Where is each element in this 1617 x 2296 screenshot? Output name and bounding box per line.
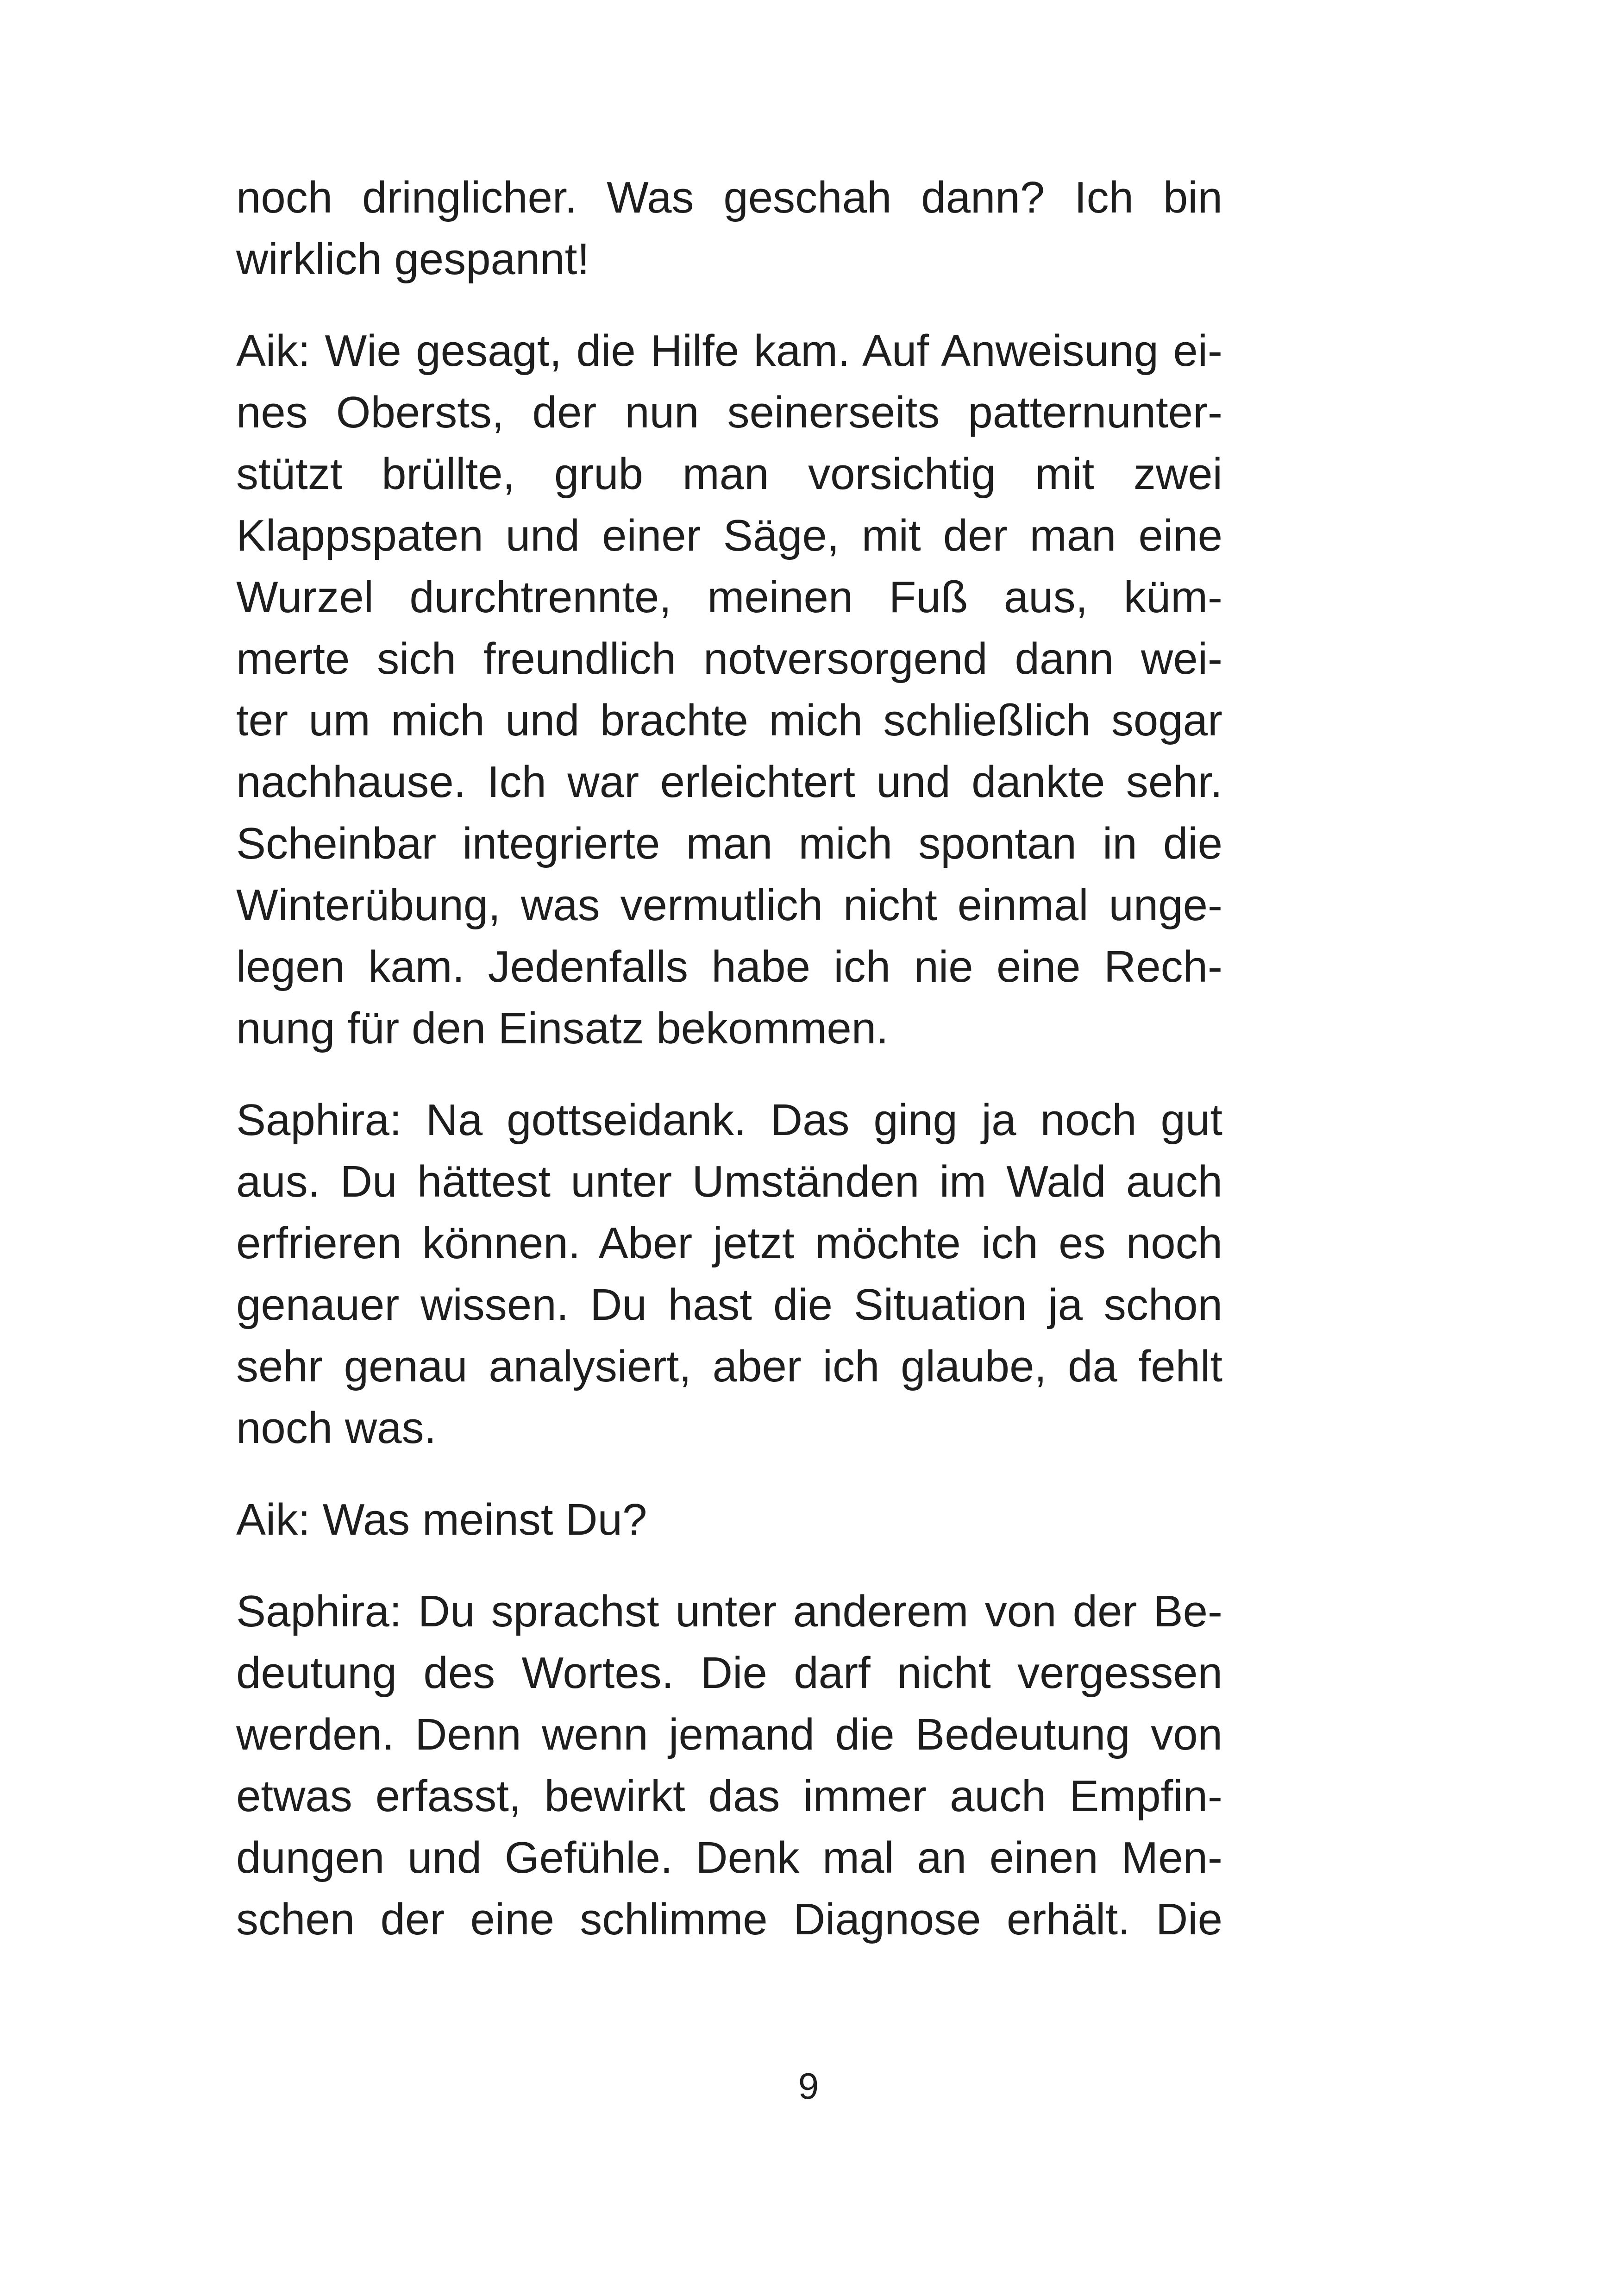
paragraph-gap — [236, 1059, 1222, 1089]
text-line: Saphira: Du sprachst unter anderem von der Be- — [236, 1587, 1222, 1636]
paragraph-gap — [236, 290, 1222, 320]
body-text — [236, 167, 1222, 1950]
text-line: noch was. — [236, 1403, 437, 1453]
text-line: Aik: Was meinst Du? — [236, 1495, 647, 1544]
text-line: deutung des Wortes. Die darf nicht vergessen — [236, 1648, 1222, 1698]
text-line: nung für den Einsatz bekommen. — [236, 1004, 889, 1053]
text-line: erfrieren können. Aber jetzt möchte ich es noch — [236, 1218, 1222, 1268]
text-line: genauer wissen. Du hast die Situation ja schon — [236, 1280, 1222, 1330]
text-line: Scheinbar integrierte man mich spontan in die — [236, 819, 1222, 868]
text-line: Wurzel durchtrennte, meinen Fuß aus, küm- — [236, 572, 1222, 622]
text-line: Winterübung, was vermutlich nicht einmal unge- — [236, 880, 1222, 930]
text-line: Klappspaten und einer Säge, mit der man eine — [236, 511, 1222, 560]
text-line: legen kam. Jedenfalls habe ich nie eine Rech- — [236, 942, 1222, 991]
text-line: schen der eine schlimme Diagnose erhält. Die — [236, 1895, 1222, 1944]
paragraph-gap — [236, 1459, 1222, 1489]
text-line: sehr genau analysiert, aber ich glaube, da fehlt — [236, 1342, 1222, 1391]
text-line: nes Obersts, der nun seinerseits patternunter- — [236, 388, 1222, 437]
text-line: stützt brüllte, grub man vorsichtig mit zwei — [236, 449, 1222, 499]
paragraph — [236, 1581, 1222, 1950]
text-line: etwas erfasst, bewirkt das immer auch Empfin- — [236, 1771, 1222, 1821]
paragraph — [236, 1489, 1222, 1550]
text-line: aus. Du hättest unter Umständen im Wald auch — [236, 1157, 1222, 1206]
text-line: Aik: Wie gesagt, die Hilfe kam. Auf Anweisung ei- — [236, 326, 1222, 376]
paragraph — [236, 167, 1222, 290]
paragraph — [236, 1089, 1222, 1459]
text-line: dungen und Gefühle. Denk mal an einen Men- — [236, 1833, 1222, 1882]
text-line: wirklich gespannt! — [236, 234, 590, 284]
paragraph — [236, 320, 1222, 1059]
paragraph-gap — [236, 1550, 1222, 1581]
text-line: werden. Denn wenn jemand die Bedeutung von — [236, 1710, 1222, 1759]
text-line: noch dringlicher. Was geschah dann? Ich bin — [236, 173, 1222, 222]
text-line: nachhause. Ich war erleichtert und dankte sehr. — [236, 757, 1222, 807]
text-line: ter um mich und brachte mich schließlich sogar — [236, 696, 1222, 745]
text-line: Saphira: Na gottseidank. Das ging ja noch gut — [236, 1095, 1222, 1145]
text-line: merte sich freundlich notversorgend dann wei- — [236, 634, 1222, 684]
page-number: 9 — [798, 2065, 819, 2107]
